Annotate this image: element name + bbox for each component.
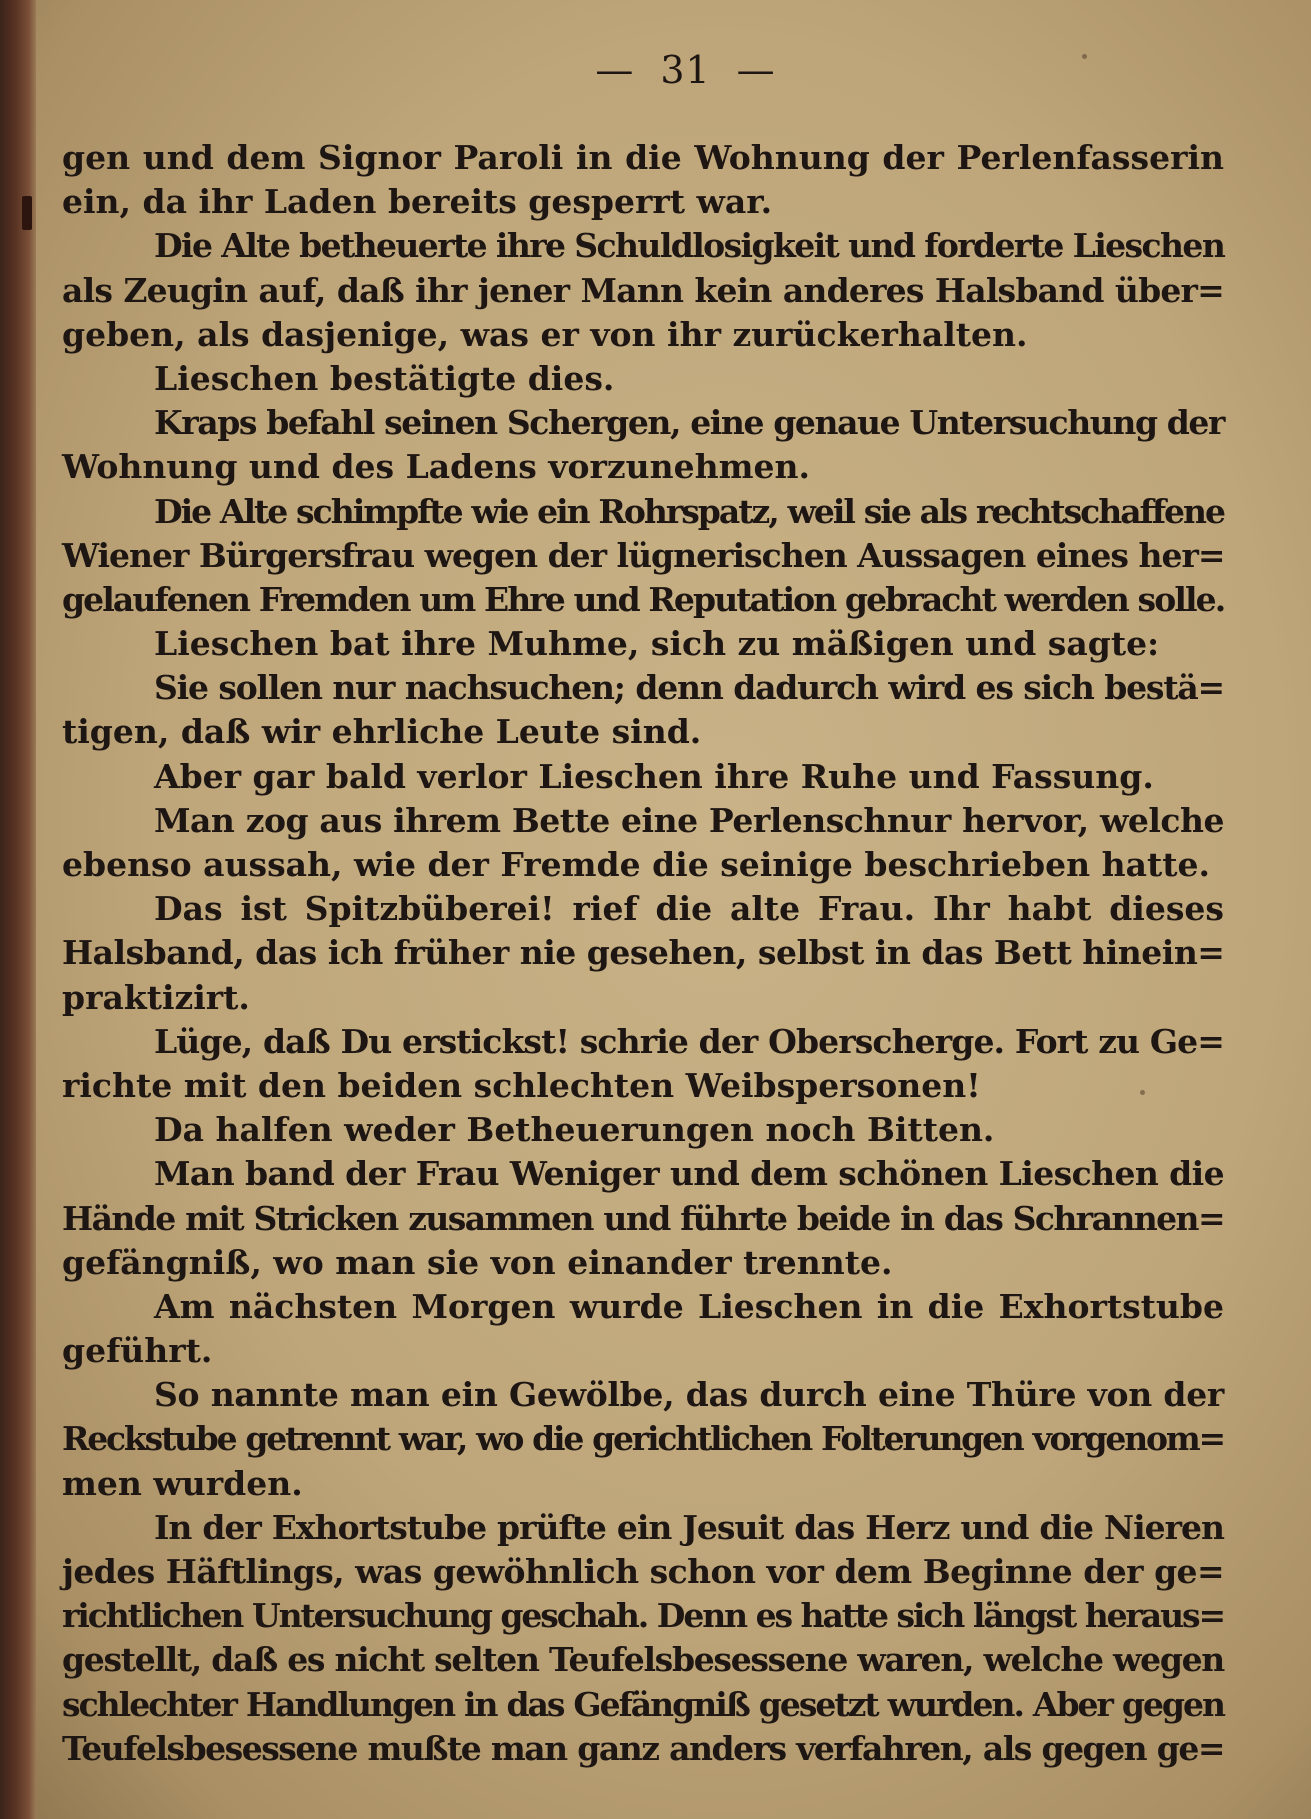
text-line: Lieschen bat ihre Muhme, sich zu mäßigen und sagte:: [154, 624, 1160, 664]
text-line: jedes Häftlings, was gewöhnlich schon vor dem Beginne der ge=: [62, 1552, 1224, 1591]
text-line: In der Exhortstube prüfte ein Jesuit das Herz und die Nieren: [154, 1507, 1224, 1547]
text-line: tigen, daß wir ehrliche Leute sind.: [62, 712, 702, 752]
text-line: Lieschen bestätigte dies.: [154, 358, 615, 398]
paper-blemish: [1140, 1090, 1145, 1095]
text-line: Man zog aus ihrem Bette eine Perlenschnur hervor, welche: [154, 800, 1224, 840]
header-dash-left: —: [595, 48, 635, 92]
text-line: Die Alte schimpfte wie ein Rohrspatz, weil sie als rechtschaffene: [154, 491, 1224, 531]
text-line: geführt.: [62, 1331, 213, 1371]
text-line: praktizirt.: [62, 977, 250, 1017]
text-line: richtlichen Untersuchung geschah. Denn es hatte sich längst heraus=: [62, 1596, 1224, 1636]
text-line: Aber gar bald verlor Lieschen ihre Ruhe und Fassung.: [154, 756, 1154, 796]
text-line: gen und dem Signor Paroli in die Wohnung der Perlenfasserin: [62, 138, 1224, 177]
text-line: gestellt, daß es nicht selten Teufelsbesessene waren, welche wegen: [62, 1640, 1224, 1680]
text-line: Wohnung und des Ladens vorzunehmen.: [62, 447, 810, 487]
text-line: als Zeugin auf, daß ihr jener Mann kein anderes Halsband über=: [62, 270, 1224, 310]
text-line: So nannte man ein Gewölbe, das durch eine Thüre von der: [154, 1375, 1224, 1415]
book-spine: [0, 0, 36, 1819]
text-line: Am nächsten Morgen wurde Lieschen in die Exhortstube: [154, 1286, 1224, 1326]
text-line: gelaufenen Fremden um Ehre und Reputation gebracht werden solle.: [62, 579, 1225, 619]
text-line: Teufelsbesessene mußte man ganz anders verfahren, als gegen ge=: [62, 1728, 1224, 1768]
page-number: 31: [660, 48, 711, 92]
text-line: richte mit den beiden schlechten Weibspersonen!: [62, 1065, 981, 1105]
text-line: Lüge, daß Du erstickst! schrie der Oberscherge. Fort zu Ge=: [154, 1021, 1224, 1061]
text-line: Sie sollen nur nachsuchen; denn dadurch wird es sich bestä=: [154, 668, 1224, 708]
text-line: schlechter Handlungen in das Gefängniß gesetzt wurden. Aber gegen: [62, 1684, 1224, 1724]
text-line: geben, als dasjenige, was er von ihr zurückerhalten.: [62, 314, 1028, 354]
text-line: Da halfen weder Betheuerungen noch Bitten.: [154, 1110, 995, 1150]
page-header: [30, 48, 1311, 92]
text-line: Kraps befahl seinen Schergen, eine genaue Untersuchung der: [154, 403, 1224, 443]
text-line: Halsband, das ich früher nie gesehen, selbst in das Bett hinein=: [62, 933, 1225, 973]
text-line: Reckstube getrennt war, wo die gerichtlichen Folterungen vorgenom=: [62, 1419, 1224, 1459]
body-text: [62, 136, 1224, 1771]
text-line: Die Alte betheuerte ihre Schuldlosigkeit und forderte Lieschen: [154, 226, 1225, 266]
paper-blemish: [1082, 54, 1087, 59]
text-line: ebenso aussah, wie der Fremde die seinige beschrieben hatte.: [62, 845, 1210, 884]
text-line: gefängniß, wo man sie von einander trennte.: [62, 1242, 893, 1282]
text-line: Man band der Frau Weniger und dem schönen Lieschen die: [154, 1154, 1224, 1194]
header-dash-right: —: [736, 48, 776, 92]
text-line: men wurden.: [62, 1463, 303, 1503]
text-line: Hände mit Stricken zusammen und führte beide in das Schrannen=: [62, 1198, 1224, 1238]
text-line: Wiener Bürgersfrau wegen der lügnerischen Aussagen eines her=: [62, 535, 1225, 575]
spine-notch: [22, 196, 32, 230]
text-line: ein, da ihr Laden bereits gesperrt war.: [62, 182, 773, 222]
text-line: Das ist Spitzbüberei! rief die alte Frau. Ihr habt dieses: [154, 889, 1224, 929]
